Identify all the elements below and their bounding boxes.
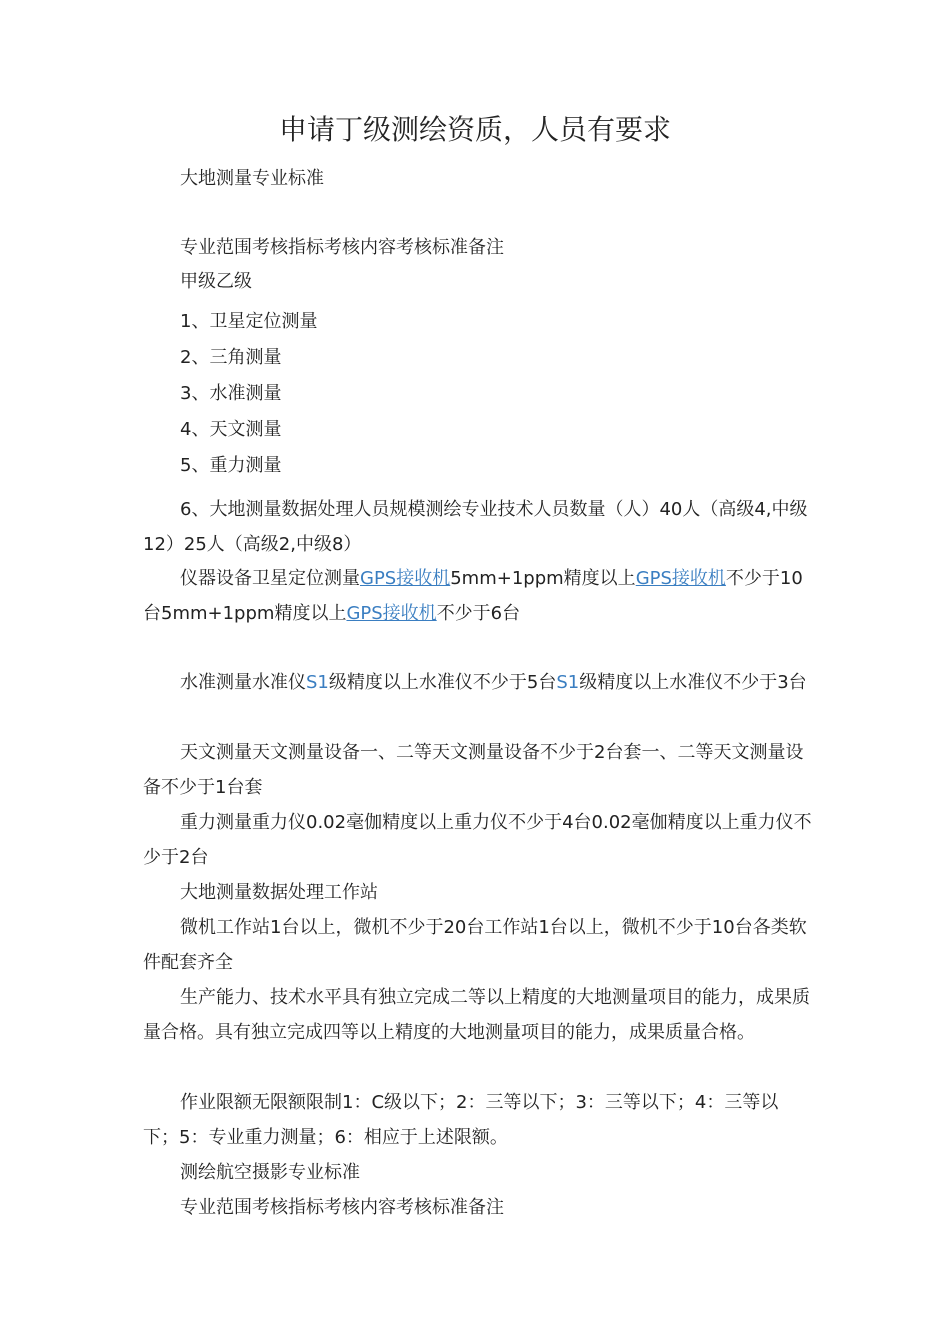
s1-level-label: S1 (306, 672, 329, 693)
list-item: 4、天文测量 (180, 419, 282, 440)
leveling-text: 级精度以上水准仪不少于3台 (579, 672, 807, 693)
section-heading-geodesy: 大地测量专业标准 (180, 168, 324, 189)
grade-row: 甲级乙级 (180, 271, 252, 292)
leveling-paragraph (143, 665, 813, 700)
workstation-heading: 大地测量数据处理工作站 (180, 882, 378, 903)
gps-receiver-link[interactable]: GPS接收机 (635, 568, 726, 589)
capacity-paragraph: 生产能力、技术水平具有独立完成二等以上精度的大地测量项目的能力，成果质量合格。具有独立完成四等以上精度的大地测量项目的能力，成果质量合格。 (143, 987, 810, 1043)
gps-receiver-link[interactable]: GPS接收机 (346, 603, 437, 624)
document-title: 申请丁级测绘资质，人员有要求 (278, 113, 671, 146)
table-header-row-2: 专业范围考核指标考核内容考核标准备注 (180, 1197, 504, 1218)
instrument-text: 仪器设备卫星定位测量 (180, 568, 360, 589)
personnel-paragraph: 6、大地测量数据处理人员规模测绘专业技术人员数量（人）40人（高级4,中级12）25人（高级2,中级8） (143, 499, 808, 555)
s1-level-label: S1 (556, 672, 580, 693)
leveling-text: 级精度以上水准仪不少于5台 (328, 672, 557, 693)
list-item: 2、三角测量 (180, 347, 282, 368)
limit-paragraph: 作业限额无限额限制1：C级以下；2：三等以下；3：三等以下；4：三等以下；5：专业重力测量；6：相应于上述限额。 (143, 1092, 779, 1148)
list-item: 1、卫星定位测量 (180, 311, 318, 332)
list-item: 5、重力测量 (180, 455, 282, 476)
instrument-text: 5mm+1ppm精度以上 (450, 568, 636, 589)
instrument-text: 不少于6台 (436, 603, 521, 624)
section-heading-aerial: 测绘航空摄影专业标准 (180, 1162, 360, 1183)
leveling-text: 水准测量水准仪 (180, 672, 306, 693)
astronomy-paragraph: 天文测量天文测量设备一、二等天文测量设备不少于2台套一、二等天文测量设备不少于1台套 (143, 742, 804, 798)
instrument-paragraph (143, 561, 813, 631)
list-item: 3、水准测量 (180, 383, 282, 404)
workstation-paragraph: 微机工作站1台以上，微机不少于20台工作站1台以上，微机不少于10台各类软件配套齐全 (143, 917, 807, 973)
instrument-text: 不少于10台5mm+1ppm精度以上 (143, 568, 803, 624)
table-header-row: 专业范围考核指标考核内容考核标准备注 (180, 237, 504, 258)
gravity-paragraph: 重力测量重力仪0.02毫伽精度以上重力仪不少于4台0.02毫伽精度以上重力仪不少于2台 (143, 812, 812, 868)
gps-receiver-link[interactable]: GPS接收机 (360, 568, 451, 589)
